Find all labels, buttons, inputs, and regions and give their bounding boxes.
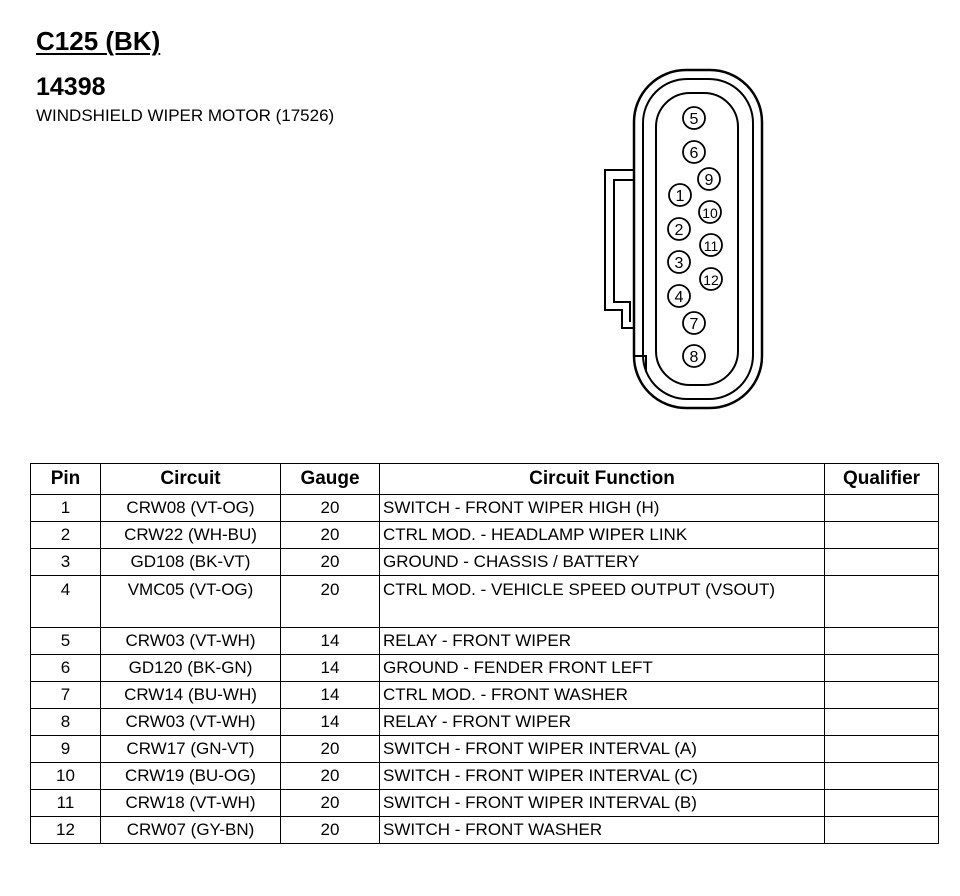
function-cell: RELAY - FRONT WIPER: [380, 709, 825, 736]
function-cell: RELAY - FRONT WIPER: [380, 628, 825, 655]
pin-cell: 8: [31, 709, 101, 736]
gauge-cell: 14: [281, 655, 380, 682]
table-row: [31, 522, 939, 549]
circuit-cell: GD120 (BK-GN): [101, 655, 281, 682]
circuit-cell: CRW17 (GN-VT): [101, 736, 281, 763]
table-row: [31, 817, 939, 844]
circuit-cell: CRW07 (GY-BN): [101, 817, 281, 844]
gauge-cell: 14: [281, 682, 380, 709]
table-row: [31, 763, 939, 790]
qualifier-cell: [825, 655, 939, 682]
function-cell: GROUND - CHASSIS / BATTERY: [380, 549, 825, 576]
circuit-cell: CRW14 (BU-WH): [101, 682, 281, 709]
header-circuit-function: Circuit Function: [380, 464, 825, 495]
gauge-cell: 14: [281, 628, 380, 655]
header-gauge: Gauge: [281, 464, 380, 495]
function-cell: CTRL MOD. - FRONT WASHER: [380, 682, 825, 709]
pin-cell: 9: [31, 736, 101, 763]
qualifier-cell: [825, 495, 939, 522]
pin-table: [30, 463, 939, 844]
circuit-cell: GD108 (BK-VT): [101, 549, 281, 576]
qualifier-cell: [825, 790, 939, 817]
qualifier-cell: [825, 628, 939, 655]
circuit-cell: CRW22 (WH-BU): [101, 522, 281, 549]
pin-label: 6: [689, 145, 699, 162]
header-pin: Pin: [31, 464, 101, 495]
table-row: [31, 495, 939, 522]
table-row: [31, 709, 939, 736]
function-cell: SWITCH - FRONT WIPER INTERVAL (C): [380, 763, 825, 790]
pin-label: 8: [689, 349, 699, 366]
circuit-cell: CRW19 (BU-OG): [101, 763, 281, 790]
circuit-cell: VMC05 (VT-OG): [101, 576, 281, 628]
circuit-cell: CRW08 (VT-OG): [101, 495, 281, 522]
gauge-cell: 14: [281, 709, 380, 736]
circuit-cell: CRW03 (VT-WH): [101, 628, 281, 655]
function-cell: SWITCH - FRONT WASHER: [380, 817, 825, 844]
connector-id: C125 (BK): [36, 26, 161, 56]
pin-label: 12: [703, 272, 719, 288]
function-cell: CTRL MOD. - HEADLAMP WIPER LINK: [380, 522, 825, 549]
gauge-cell: 20: [281, 736, 380, 763]
pin-cell: 12: [31, 817, 101, 844]
connector-face-diagram: [590, 60, 790, 420]
pin-label: 3: [674, 255, 684, 272]
pin-cell: 1: [31, 495, 101, 522]
table-row: [31, 628, 939, 655]
qualifier-cell: [825, 736, 939, 763]
pin-label: 5: [689, 111, 699, 128]
gauge-cell: 20: [281, 763, 380, 790]
pin-label: 2: [674, 222, 684, 239]
pin-cell: 7: [31, 682, 101, 709]
table-row: [31, 790, 939, 817]
function-cell: SWITCH - FRONT WIPER INTERVAL (B): [380, 790, 825, 817]
pin-cell: 11: [31, 790, 101, 817]
qualifier-cell: [825, 709, 939, 736]
function-cell: SWITCH - FRONT WIPER INTERVAL (A): [380, 736, 825, 763]
qualifier-cell: [825, 763, 939, 790]
header-qualifier: Qualifier: [825, 464, 939, 495]
qualifier-cell: [825, 522, 939, 549]
qualifier-cell: [825, 576, 939, 628]
function-cell: SWITCH - FRONT WIPER HIGH (H): [380, 495, 825, 522]
gauge-cell: 20: [281, 817, 380, 844]
qualifier-cell: [825, 549, 939, 576]
pin-cell: 3: [31, 549, 101, 576]
gauge-cell: 20: [281, 495, 380, 522]
pin-cell: 5: [31, 628, 101, 655]
qualifier-cell: [825, 817, 939, 844]
table-header-row: [31, 464, 939, 495]
circuit-cell: CRW03 (VT-WH): [101, 709, 281, 736]
pin-label: 10: [702, 205, 718, 221]
function-cell: CTRL MOD. - VEHICLE SPEED OUTPUT (VSOUT): [380, 576, 825, 628]
gauge-cell: 20: [281, 549, 380, 576]
pin-label: 4: [674, 289, 684, 306]
pin-label: 9: [704, 172, 714, 189]
circuit-cell: CRW18 (VT-WH): [101, 790, 281, 817]
part-number: 14398: [36, 73, 106, 101]
gauge-cell: 20: [281, 790, 380, 817]
header-circuit: Circuit: [101, 464, 281, 495]
pin-cell: 4: [31, 576, 101, 628]
gauge-cell: 20: [281, 522, 380, 549]
pin-label: 7: [689, 316, 699, 333]
function-cell: GROUND - FENDER FRONT LEFT: [380, 655, 825, 682]
qualifier-cell: [825, 682, 939, 709]
component-name: WINDSHIELD WIPER MOTOR (17526): [36, 106, 335, 125]
pin-cell: 10: [31, 763, 101, 790]
gauge-cell: 20: [281, 576, 380, 628]
pin-label: 1: [675, 188, 685, 205]
table-row: [31, 549, 939, 576]
pin-label: 11: [703, 238, 719, 254]
pin-circles: [668, 107, 722, 367]
pin-cell: 6: [31, 655, 101, 682]
table-row: [31, 576, 939, 628]
table-row: [31, 736, 939, 763]
table-row: [31, 682, 939, 709]
pin-cell: 2: [31, 522, 101, 549]
table-row: [31, 655, 939, 682]
